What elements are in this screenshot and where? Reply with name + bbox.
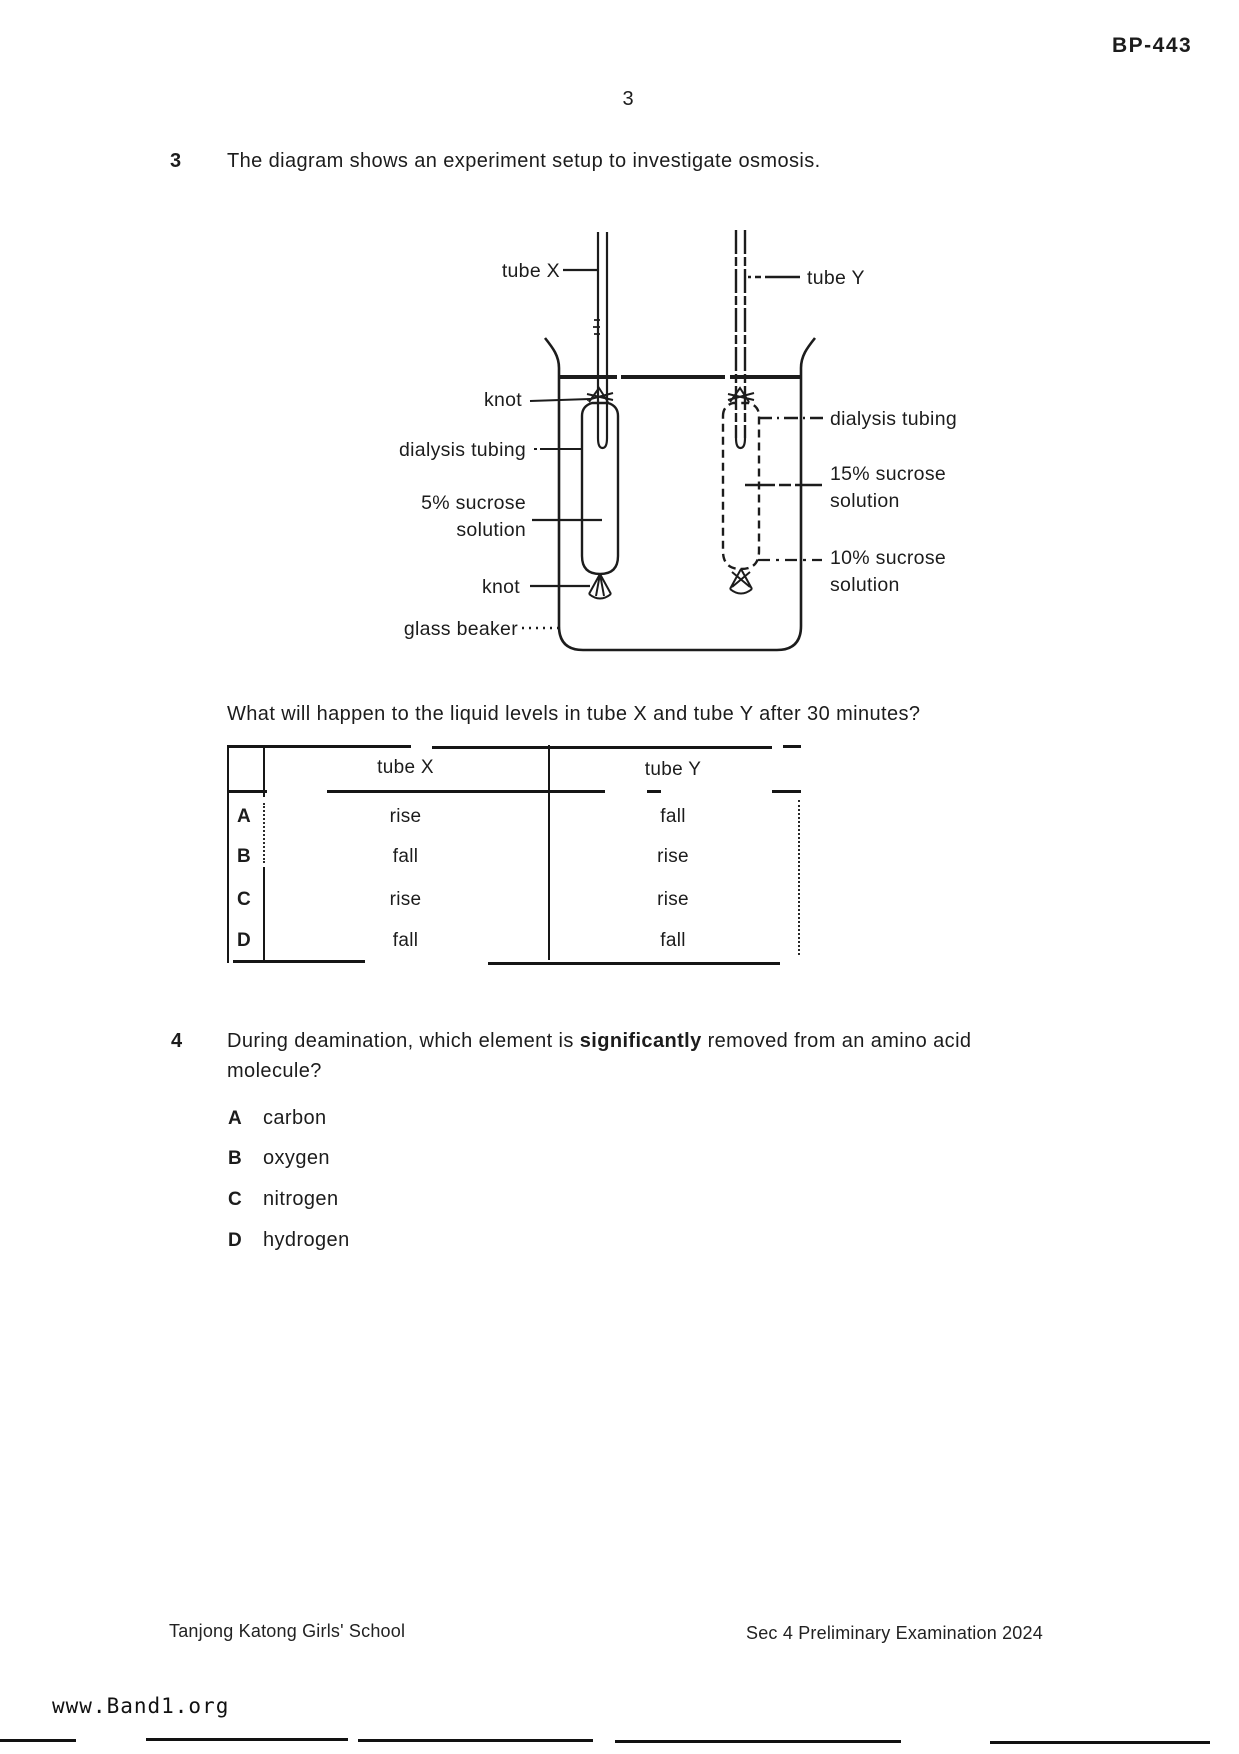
table-header-underline <box>772 790 801 793</box>
q4-stem-before: During deamination, which element is <box>227 1030 580 1052</box>
footer-school: Tanjong Katong Girls' School <box>169 1621 406 1641</box>
table-header-underline <box>327 790 605 793</box>
page-number: 3 <box>622 88 634 110</box>
table-row-letter: B <box>237 846 252 867</box>
table-cell: fall <box>392 930 419 951</box>
q4-stem-after: removed from an amino acid <box>701 1030 972 1052</box>
knot-top-left-scribble <box>587 388 613 402</box>
label-sucrose15-line2: solution <box>830 490 900 512</box>
table-border-top <box>432 746 772 749</box>
watermark-url: www.Band1.org <box>52 1694 230 1718</box>
osmosis-diagram <box>300 220 1000 672</box>
q4-option-letter: C <box>228 1189 242 1210</box>
dialysis-bag-left <box>582 403 618 574</box>
table-cell: rise <box>389 889 422 910</box>
table-cell: rise <box>389 806 422 827</box>
label-tube-y: tube Y <box>807 267 865 289</box>
bottom-rule-segment <box>615 1740 901 1743</box>
table-cell: rise <box>657 889 689 910</box>
label-sucrose5-line1: 5% sucrose <box>421 492 526 514</box>
table-row-letter: C <box>237 889 252 910</box>
label-dialysis-left: dialysis tubing <box>399 439 526 461</box>
q4-stem-line1 <box>227 1030 971 1053</box>
leader-knot-top <box>530 399 590 401</box>
table-cell: fall <box>660 806 686 827</box>
label-knot-top: knot <box>483 389 522 411</box>
knot-bottom-right-scribble <box>730 569 752 594</box>
glass-beaker-outline <box>545 338 815 650</box>
q3-stem: The diagram shows an experiment setup to investigate osmosis. <box>227 150 821 172</box>
q3-question: What will happen to the liquid levels in tube X and tube Y after 30 minutes? <box>227 703 921 725</box>
table-border-top <box>229 745 411 748</box>
label-sucrose15-line1: 15% sucrose <box>830 463 947 485</box>
table-cell: rise <box>657 846 689 867</box>
doc-code: BP-443 <box>1112 34 1193 57</box>
tube-x-shape <box>598 232 607 448</box>
tube-y-shape <box>736 230 745 438</box>
table-header-tube-y: tube Y <box>644 759 702 780</box>
label-glass-beaker: glass beaker <box>403 618 518 640</box>
q4-option-text: hydrogen <box>263 1229 350 1251</box>
label-sucrose5-line2: solution <box>456 519 526 541</box>
bottom-rule-segment <box>0 1739 76 1742</box>
q4-number: 4 <box>171 1030 183 1052</box>
table-row-letter: D <box>237 930 252 951</box>
table-border-top <box>783 745 801 748</box>
q4-option-letter: B <box>228 1148 242 1169</box>
table-header-underline <box>229 790 267 793</box>
table-border-right <box>798 800 800 955</box>
table-border-bottom <box>488 962 780 965</box>
answer-table <box>227 745 802 965</box>
knot-top-right-scribble <box>728 388 754 402</box>
bottom-rule-segment <box>358 1739 593 1742</box>
bottom-rule-segment <box>146 1738 348 1741</box>
table-cell: fall <box>392 846 419 867</box>
table-border-bottom <box>233 960 365 963</box>
q4-option-text: oxygen <box>263 1147 330 1169</box>
label-tube-x: tube X <box>501 260 560 282</box>
q4-stem-bold: significantly <box>579 1030 702 1052</box>
knot-bottom-left-scribble <box>589 574 611 599</box>
table-border-left <box>227 745 229 963</box>
q3-number: 3 <box>170 150 182 172</box>
q4-stem-line2: molecule? <box>227 1060 322 1082</box>
bottom-rule-segment <box>990 1741 1210 1744</box>
table-header-tube-x: tube X <box>377 757 434 778</box>
label-sucrose10-line1: 10% sucrose <box>830 547 947 569</box>
q4-option-text: carbon <box>263 1107 327 1129</box>
q4-option-text: nitrogen <box>263 1188 339 1210</box>
q4-option-letter: A <box>228 1108 242 1129</box>
label-sucrose10-line2: solution <box>830 574 900 596</box>
table-header-underline <box>647 790 661 793</box>
label-knot-bottom: knot <box>481 576 520 598</box>
tube-y-bottom <box>736 438 745 448</box>
label-dialysis-right: dialysis tubing <box>830 408 957 430</box>
table-cell: fall <box>660 930 686 951</box>
q4-option-letter: D <box>228 1230 242 1251</box>
footer-exam: Sec 4 Preliminary Examination 2024 <box>746 1623 1043 1643</box>
table-row-letter: A <box>237 806 252 827</box>
